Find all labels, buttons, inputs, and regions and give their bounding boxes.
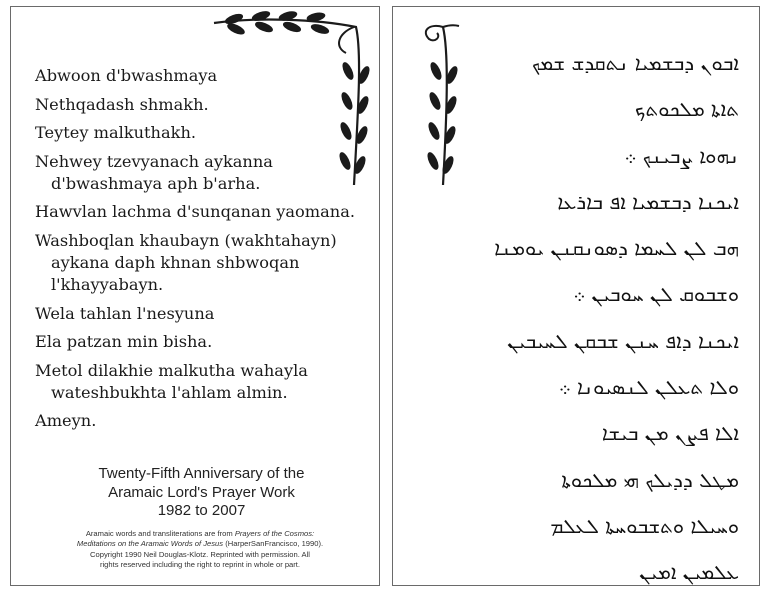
anniversary-years: 1982 to 2007 <box>157 502 246 519</box>
copyright-credits <box>31 529 369 571</box>
book-title: Prayers of the Cosmos: <box>234 529 315 538</box>
prayer-line: Washboqlan khaubayn (wakhtahayn) aykana daph khnan shbwoqan l'khayyabayn. <box>35 230 385 296</box>
aramaic-line: ܐܝܟܢܐ ܕܒܫܡܝܐ ܐܦ ܒܐܪܥܐ <box>557 189 739 214</box>
prayer-line-continuation: aykana daph khnan shbwoqan <box>51 252 300 272</box>
prayer-line: Hawvlan lachma d'sunqanan yaomana. <box>35 202 356 222</box>
rights-line: rights reserved including the right to reprint in whole or part. <box>99 560 301 570</box>
aramaic-line: ܗܒ ܠܢ ܠܚܡܐ ܕܣܘܢܩܢܢ ܝܘܡܢܐ <box>494 236 739 261</box>
left-page <box>10 6 380 586</box>
prayer-line: Abwoon d'bwashmaya <box>35 66 218 85</box>
prayer-line: Ameyn. <box>35 411 97 431</box>
aramaic-line: ܥܠܡܝܢ ܐܡܝܢ <box>639 560 739 585</box>
anniversary-line: Aramaic Lord's Prayer Work <box>108 483 295 501</box>
copyright-line: Copyright 1990 Neil Douglas-Klotz. Reprinted with permission. All <box>90 549 310 559</box>
aramaic-line: ܬܐܬܐ ܡܠܟܘܬܟ <box>634 97 739 122</box>
right-page <box>392 6 760 586</box>
prayer-line-continuation: d'bwashmaya aph b'arha. <box>51 173 261 193</box>
prayer-aramaic-script <box>419 49 739 593</box>
anniversary-note <box>29 465 374 521</box>
aramaic-line: ܘܠܐ ܬܥܠܢ ܠܢܣܝܘܢܐ ܀ <box>558 375 739 400</box>
aramaic-line: ܐܒܘܢ ܕܒܫܡܝܐ ܢܬܩܕܫ ܫܡܟ <box>532 51 739 75</box>
aramaic-line: ܐܠܐ ܦܨܢ ܡܢ ܒܝܫܐ <box>601 421 739 446</box>
publisher-info: (HarperSanFrancisco, 1990). <box>223 539 324 549</box>
aramaic-line: ܡܛܠ ܕܕܝܠܟ ܗܝ ܡܠܟܘܬܐ <box>561 467 739 492</box>
prayer-line: Nehwey tzevyanach aykanna d'bwashmaya aph b'arha. <box>35 151 385 195</box>
book-subtitle: Meditations on the Aramaic Words of Jesus <box>76 539 224 549</box>
credits-prefix: Aramaic words and transliterations are from <box>85 529 235 538</box>
prayer-transliteration <box>35 65 385 439</box>
anniversary-line: Twenty-Fifth Anniversary of the <box>98 465 305 482</box>
aramaic-line: ܐܝܟܢܐ ܕܐܦ ܚܢܢ ܫܒܩܢ ܠܚܝܒܝܢ <box>507 328 739 353</box>
prayer-line-continuation: wateshbukhta l'ahlam almin. <box>51 382 288 402</box>
prayer-line: Nethqadash shmakh. <box>35 94 209 114</box>
aramaic-line: ܢܗܘܐ ܨܒܝܢܟ ܀ <box>624 143 739 168</box>
prayer-line: Ela patzan min bisha. <box>35 332 213 352</box>
prayer-line: Wela tahlan l'nesyuna <box>35 303 215 323</box>
prayer-line: Metol dilakhie malkutha wahayla wateshbukhta l'ahlam almin. <box>35 360 385 404</box>
aramaic-line: ܘܚܝܠܐ ܘܬܫܒܘܚܬܐ ܠܥܠܡ <box>550 513 739 538</box>
aramaic-line: ܘܫܒܘܩ ܠܢ ܚܘܒܝܢ ܀ <box>573 282 739 307</box>
prayer-line: Teytey malkuthakh. <box>35 123 197 143</box>
prayer-line-continuation: l'khayyabayn. <box>51 274 164 294</box>
